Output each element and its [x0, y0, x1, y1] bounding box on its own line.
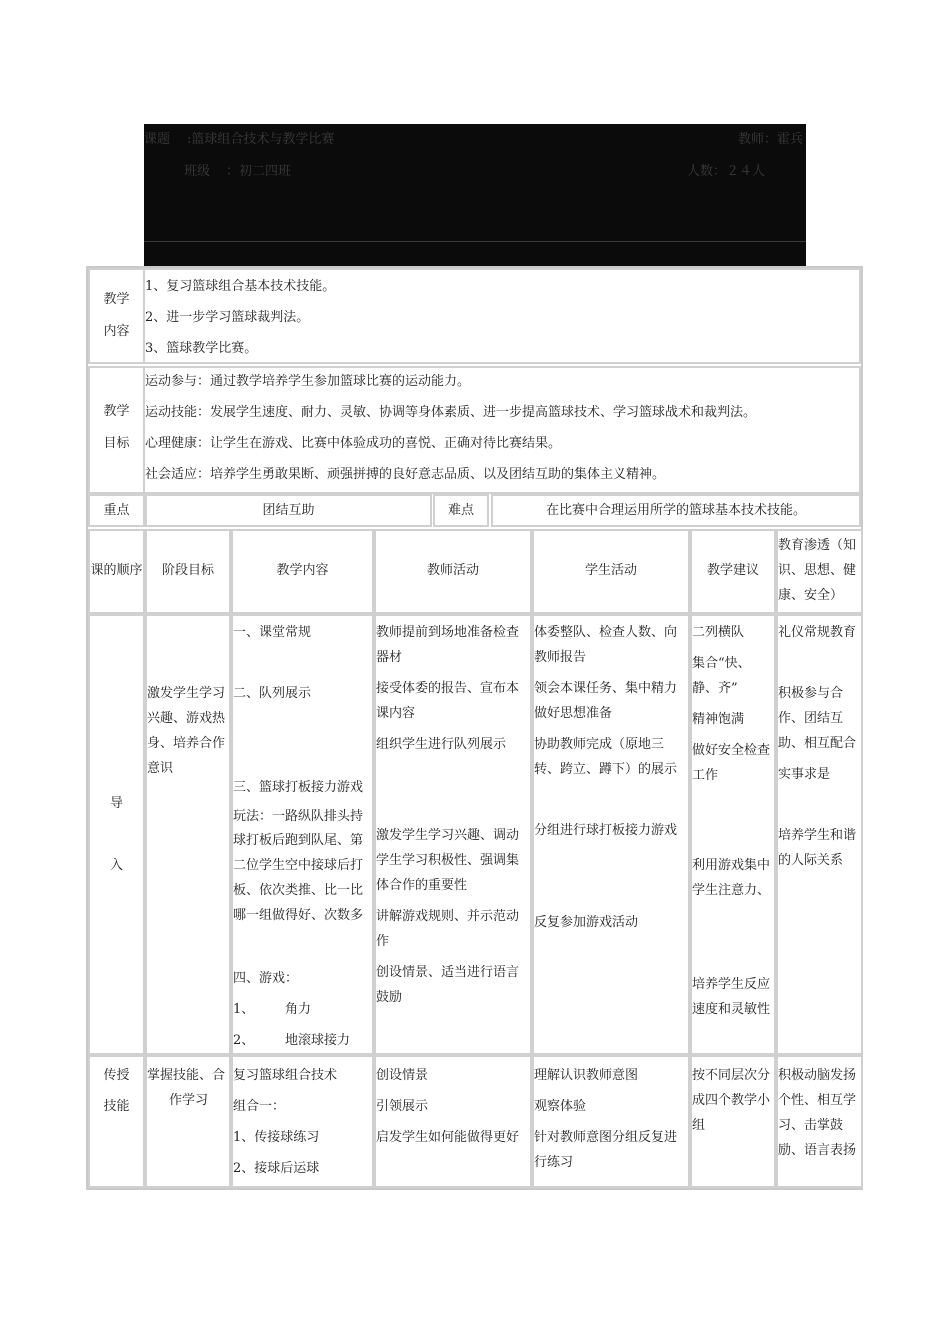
- skill-content-3: 1、传接球练习: [233, 1130, 320, 1145]
- intro-goal-3: 身、培养合作: [147, 736, 226, 751]
- intro-goal-2: 兴趣、游戏热: [147, 711, 226, 726]
- skill-goal-1: 掌握技能、合: [147, 1068, 226, 1083]
- intro-content-11: 角力: [285, 1002, 312, 1017]
- intro-order-1: 导: [109, 796, 123, 811]
- intro-teacher-9: 讲解游戏规则、并示范动: [376, 909, 520, 924]
- intro-edu-3: 作、团结互: [778, 711, 844, 726]
- skill-student-4: 行练习: [534, 1155, 574, 1170]
- intro-advice-7: 利用游戏集中: [692, 858, 771, 873]
- intro-order-2: 入: [109, 858, 123, 873]
- key-value-cell: [145, 494, 432, 527]
- intro-advice-8: 学生注意力、: [692, 883, 771, 898]
- intro-teacher-10: 作: [376, 934, 390, 949]
- goal-item-4: 社会适应：培养学生勇敢果断、顽强拼搏的良好意志品质、以及团结互助的集体主义精神。: [145, 467, 666, 482]
- student-count: 人数：２４人: [687, 164, 766, 179]
- intro-content-2: 二、队列展示: [233, 686, 312, 701]
- content-cell: [143, 268, 861, 364]
- intro-student-1: 体委整队、检查人数、向: [534, 625, 678, 640]
- intro-advice-9: 培养学生反应: [692, 977, 771, 992]
- col-header-student: [532, 529, 690, 614]
- intro-advice-5: 做好安全检查: [692, 743, 771, 758]
- intro-goal-cell: [145, 614, 231, 1055]
- col-header-goal-text: 阶段目标: [161, 563, 214, 578]
- intro-advice-1: 二列横队: [692, 625, 745, 640]
- skill-order-2: 技能: [103, 1099, 130, 1114]
- key-value: 团结互助: [262, 503, 315, 518]
- intro-content-cell: [231, 614, 374, 1055]
- intro-advice-4: 精神饱满: [692, 712, 745, 727]
- intro-student-4: 做好思想准备: [534, 706, 613, 721]
- intro-content-4: 玩法：一路纵队排头持: [233, 809, 364, 824]
- skill-education-cell: [776, 1055, 863, 1188]
- skill-content-4: 2、接球后运球: [233, 1161, 320, 1176]
- difficulty-value-cell: [491, 494, 861, 527]
- intro-edu-1: 礼仪常规教育: [778, 625, 857, 640]
- col-header-education: [776, 529, 863, 614]
- intro-content-10: 1、: [233, 1002, 255, 1017]
- col-header-goal: [145, 529, 231, 614]
- content-label-cell: [88, 268, 145, 364]
- intro-advice-cell: [690, 614, 776, 1055]
- content-item-3: 3、篮球教学比赛。: [145, 341, 258, 356]
- intro-advice-6: 工作: [692, 768, 719, 783]
- intro-teacher-4: 课内容: [376, 706, 416, 721]
- intro-teacher-11: 创设情景、适当进行语言: [376, 965, 520, 980]
- intro-student-cell: [532, 614, 690, 1055]
- intro-content-9: 四、游戏：: [233, 971, 299, 986]
- goal-item-2: 运动技能：发展学生速度、耐力、灵敏、协调等身体素质、进一步提高篮球技术、学习篮球战术和裁判法。: [145, 405, 757, 420]
- skill-goal-cell: [145, 1055, 231, 1188]
- content-label-2: 内容: [103, 324, 130, 339]
- intro-content-6: 二位学生空中接球后打: [233, 858, 364, 873]
- key-label-cell: [88, 494, 145, 527]
- intro-teacher-2: 器材: [376, 650, 403, 665]
- intro-content-13: 地滚球接力: [285, 1033, 351, 1048]
- skill-teacher-cell: [374, 1055, 532, 1188]
- intro-teacher-5: 组织学生进行队列展示: [376, 737, 507, 752]
- goals-label-1: 教学: [103, 404, 130, 419]
- intro-student-5: 协助教师完成（原地三: [534, 737, 665, 752]
- intro-advice-2: 集合“快、: [692, 656, 751, 671]
- col-header-content-text: 教学内容: [276, 563, 329, 578]
- skill-advice-1: 按不同层次分: [692, 1068, 771, 1083]
- col-header-order-text: 课的顺序: [90, 563, 143, 578]
- topic-value: :篮球组合技术与教学比赛: [187, 132, 335, 147]
- col-header-advice: [690, 529, 776, 614]
- goals-cell: [143, 366, 861, 494]
- class-value: ：初二四班: [226, 164, 292, 179]
- skill-advice-3: 组: [692, 1118, 706, 1133]
- skill-teacher-1: 创设情景: [376, 1068, 429, 1083]
- difficulty-label-cell: [433, 494, 489, 527]
- col-header-order: [88, 529, 145, 614]
- skill-advice-cell: [690, 1055, 776, 1188]
- col-header-education-1: 教育渗透（知: [778, 538, 857, 553]
- intro-content-3: 三、篮球打板接力游戏: [233, 780, 364, 795]
- content-item-1: 1、复习篮球组合基本技术技能。: [145, 279, 336, 294]
- intro-student-2: 教师报告: [534, 650, 587, 665]
- intro-content-5: 球打板后跑到队尾、第: [233, 833, 364, 848]
- intro-goal-4: 意识: [147, 761, 174, 776]
- goal-item-1: 运动参与：通过教学培养学生参加篮球比赛的运动能力。: [145, 374, 471, 389]
- col-header-education-2: 识、思想、健: [778, 563, 857, 578]
- key-label: 重点: [103, 503, 130, 518]
- goals-label-2: 目标: [103, 436, 130, 451]
- skill-teacher-2: 引领展示: [376, 1099, 429, 1114]
- intro-teacher-1: 教师提前到场地准备检查: [376, 625, 520, 640]
- skill-content-1: 复习篮球组合技术: [233, 1068, 338, 1083]
- intro-content-7: 板、依次类推、比一比: [233, 883, 364, 898]
- intro-teacher-8: 体合作的重要性: [376, 878, 468, 893]
- intro-advice-3: 静、齐”: [692, 681, 738, 696]
- intro-edu-2: 积极参与合: [778, 686, 844, 701]
- difficulty-value: 在比赛中合理运用所学的篮球基本技术技能。: [545, 503, 806, 518]
- intro-student-3: 领会本课任务、集中精力: [534, 681, 678, 696]
- intro-student-6: 转、跨立、蹲下）的展示: [534, 762, 678, 777]
- intro-content-12: 2、: [233, 1033, 255, 1048]
- intro-content-8: 哪一组做得好、次数多: [233, 908, 364, 923]
- intro-education-cell: [776, 614, 863, 1055]
- skill-edu-4: 励、语言表扬: [778, 1143, 857, 1158]
- intro-teacher-7: 学生学习积极性、强调集: [376, 853, 520, 868]
- intro-content-1: 一、课堂常规: [233, 625, 312, 640]
- content-item-2: 2、进一步学习篮球裁判法。: [145, 310, 310, 325]
- intro-teacher-3: 接受体委的报告、宣布本: [376, 681, 520, 696]
- goal-item-3: 心理健康：让学生在游戏、比赛中体验成功的喜悦、正确对待比赛结果。: [145, 436, 562, 451]
- intro-edu-6: 培养学生和谐: [778, 828, 857, 843]
- intro-student-7: 分组进行球打板接力游戏: [534, 823, 678, 838]
- header-banner: [144, 124, 806, 266]
- skill-student-3: 针对教师意图分组反复进: [534, 1130, 678, 1145]
- intro-teacher-6: 激发学生学习兴趣、调动: [376, 828, 520, 843]
- skill-content-cell: [231, 1055, 374, 1188]
- topic-label: 课题: [144, 132, 171, 147]
- skill-content-2: 组合一：: [233, 1099, 286, 1114]
- skill-student-cell: [532, 1055, 690, 1188]
- skill-order-cell: [88, 1055, 145, 1188]
- intro-edu-7: 的人际关系: [778, 853, 844, 868]
- col-header-teacher-text: 教师活动: [426, 563, 479, 578]
- skill-edu-2: 个性、相互学: [778, 1093, 857, 1108]
- intro-student-8: 反复参加游戏活动: [534, 915, 639, 930]
- intro-advice-10: 速度和灵敏性: [692, 1002, 771, 1017]
- skill-order-1: 传授: [103, 1068, 130, 1083]
- col-header-advice-text: 教学建议: [706, 563, 759, 578]
- intro-edu-4: 助、相互配合: [778, 736, 857, 751]
- col-header-education-3: 康、安全）: [778, 588, 844, 603]
- col-header-teacher: [374, 529, 532, 614]
- intro-teacher-cell: [374, 614, 532, 1055]
- col-header-student-text: 学生活动: [584, 563, 637, 578]
- skill-advice-2: 成四个教学小: [692, 1093, 771, 1108]
- skill-teacher-3: 启发学生如何能做得更好: [376, 1130, 520, 1145]
- skill-student-1: 理解认识教师意图: [534, 1068, 639, 1083]
- skill-edu-1: 积极动脑发扬: [778, 1068, 857, 1083]
- teacher-name: 教师：霍兵: [738, 132, 804, 147]
- goals-label-cell: [88, 366, 145, 494]
- intro-order-cell: [88, 614, 145, 1055]
- intro-edu-5: 实事求是: [778, 767, 831, 782]
- skill-goal-2: 作学习: [169, 1093, 209, 1108]
- content-label-1: 教学: [103, 292, 130, 307]
- banner-divider: [144, 241, 806, 242]
- intro-goal-1: 激发学生学习: [147, 686, 226, 701]
- skill-student-2: 观察体验: [534, 1099, 587, 1114]
- difficulty-label: 难点: [447, 503, 474, 518]
- col-header-content: [231, 529, 374, 614]
- intro-teacher-12: 鼓励: [376, 990, 403, 1005]
- skill-edu-3: 习、击掌鼓: [778, 1118, 844, 1133]
- class-label: 班级: [184, 164, 211, 179]
